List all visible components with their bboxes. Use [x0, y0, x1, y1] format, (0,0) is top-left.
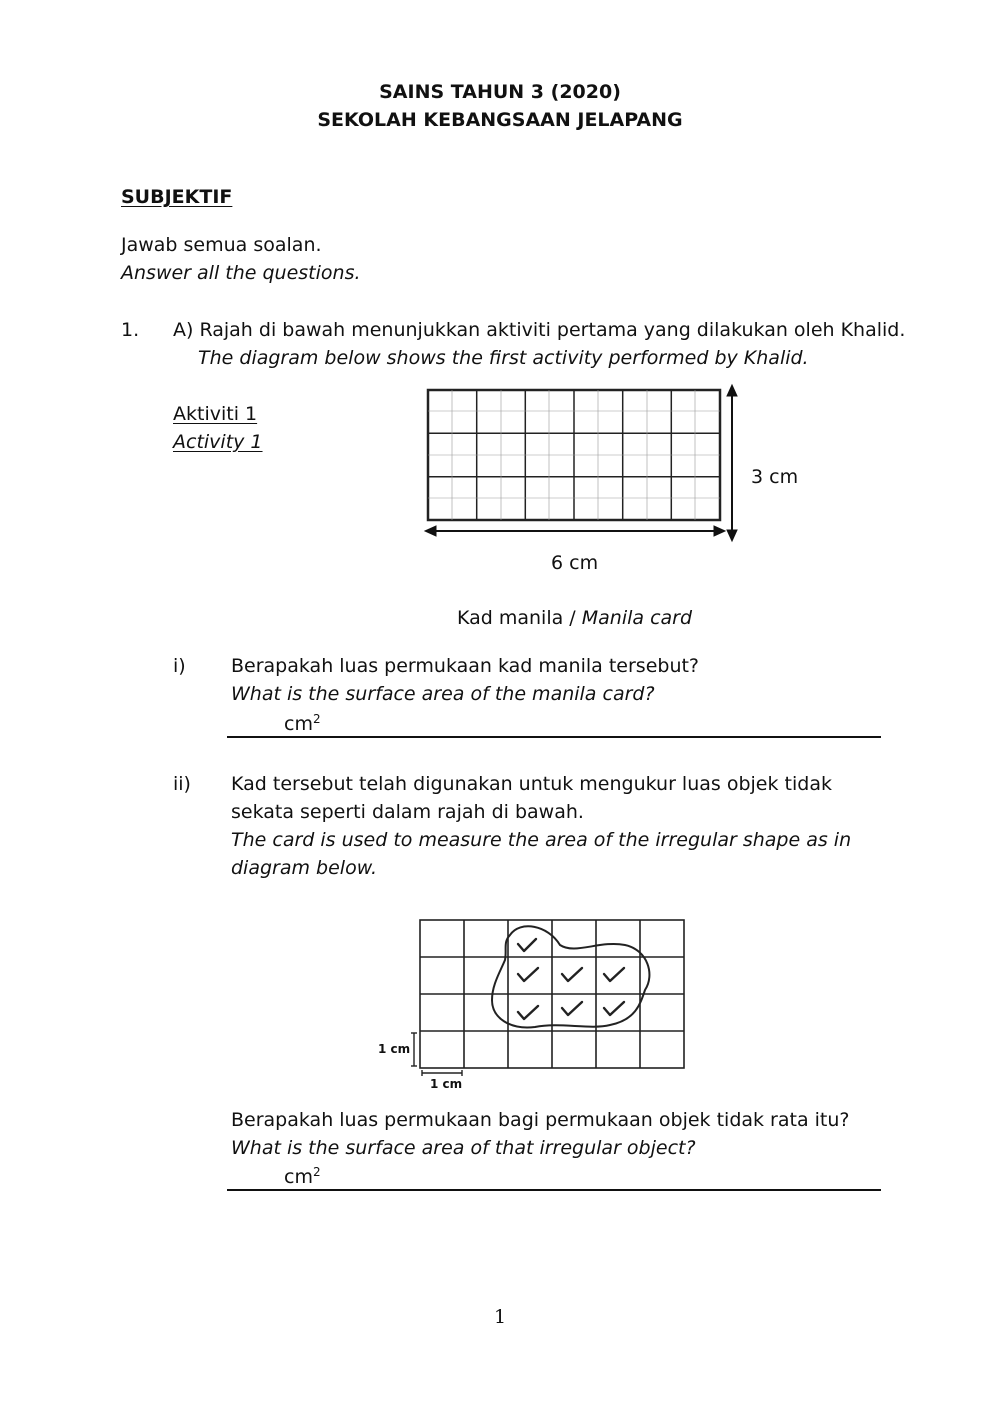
- check-icon: [562, 968, 582, 981]
- answer-ii-unit-base: cm: [284, 1166, 313, 1188]
- grid-width-label: 1 cm: [430, 1077, 463, 1091]
- check-marks: [518, 939, 624, 1019]
- activity-label-malay: Aktiviti 1: [173, 403, 258, 425]
- unit-width-bracket: [422, 1070, 462, 1076]
- answer-ii-unit-power: 2: [312, 1165, 321, 1179]
- sub-question-ii-malay-2: sekata seperti dalam rajah di bawah.: [231, 801, 584, 823]
- answer-ii-unit: [284, 1165, 321, 1189]
- sub-question-ii-english-1: The card is used to measure the area of the irregular shape as in: [231, 829, 852, 851]
- unit-height-bracket: [411, 1033, 417, 1066]
- question-number: 1.: [121, 319, 140, 341]
- sub-question-ii-malay-1: Kad tersebut telah digunakan untuk mengukur luas objek tidak: [231, 773, 832, 795]
- activity-label-english: Activity 1: [173, 431, 263, 453]
- check-icon: [518, 939, 536, 951]
- check-icon: [562, 1002, 582, 1015]
- question-a-malay: A) Rajah di bawah menunjukkan aktiviti pertama yang dilakukan oleh Khalid.: [173, 319, 906, 341]
- check-icon: [518, 1006, 538, 1019]
- instruction-english: Answer all the questions.: [121, 262, 361, 284]
- section-title: SUBJEKTIF: [121, 186, 233, 208]
- card-caption-malay: Kad manila /: [457, 607, 576, 629]
- card-caption-english: Manila card: [581, 607, 693, 629]
- sub-question-i-label: i): [173, 655, 186, 677]
- sub-question-ii-english-2: diagram below.: [231, 857, 378, 879]
- answer-ii-line[interactable]: [227, 1189, 881, 1191]
- header-title: SAINS TAHUN 3 (2020): [379, 81, 621, 103]
- check-icon: [604, 968, 624, 981]
- sub-question-ii-label: ii): [173, 773, 191, 795]
- card-height-label: 3 cm: [751, 466, 799, 488]
- instruction-malay: Jawab semua soalan.: [121, 234, 322, 256]
- check-icon: [604, 1002, 624, 1015]
- page-number: 1: [493, 1306, 507, 1328]
- sub-question-i-english: What is the surface area of the manila card?: [231, 683, 655, 705]
- sub-question-ii-question-malay: Berapakah luas permukaan bagi permukaan objek tidak rata itu?: [231, 1109, 850, 1131]
- question-a-english: The diagram below shows the first activity performed by Khalid.: [198, 347, 809, 369]
- check-icon: [518, 968, 538, 981]
- sub-question-ii-question-english: What is the surface area of that irregular object?: [231, 1137, 696, 1159]
- card-width-label: 6 cm: [551, 552, 599, 574]
- answer-i-unit-base: cm: [284, 713, 313, 735]
- school-name: SEKOLAH KEBANGSAAN JELAPANG: [317, 109, 683, 131]
- grid-height-label: 1 cm: [378, 1042, 411, 1056]
- sub-question-i-malay: Berapakah luas permukaan kad manila tersebut?: [231, 655, 700, 677]
- answer-i-unit-power: 2: [312, 712, 321, 726]
